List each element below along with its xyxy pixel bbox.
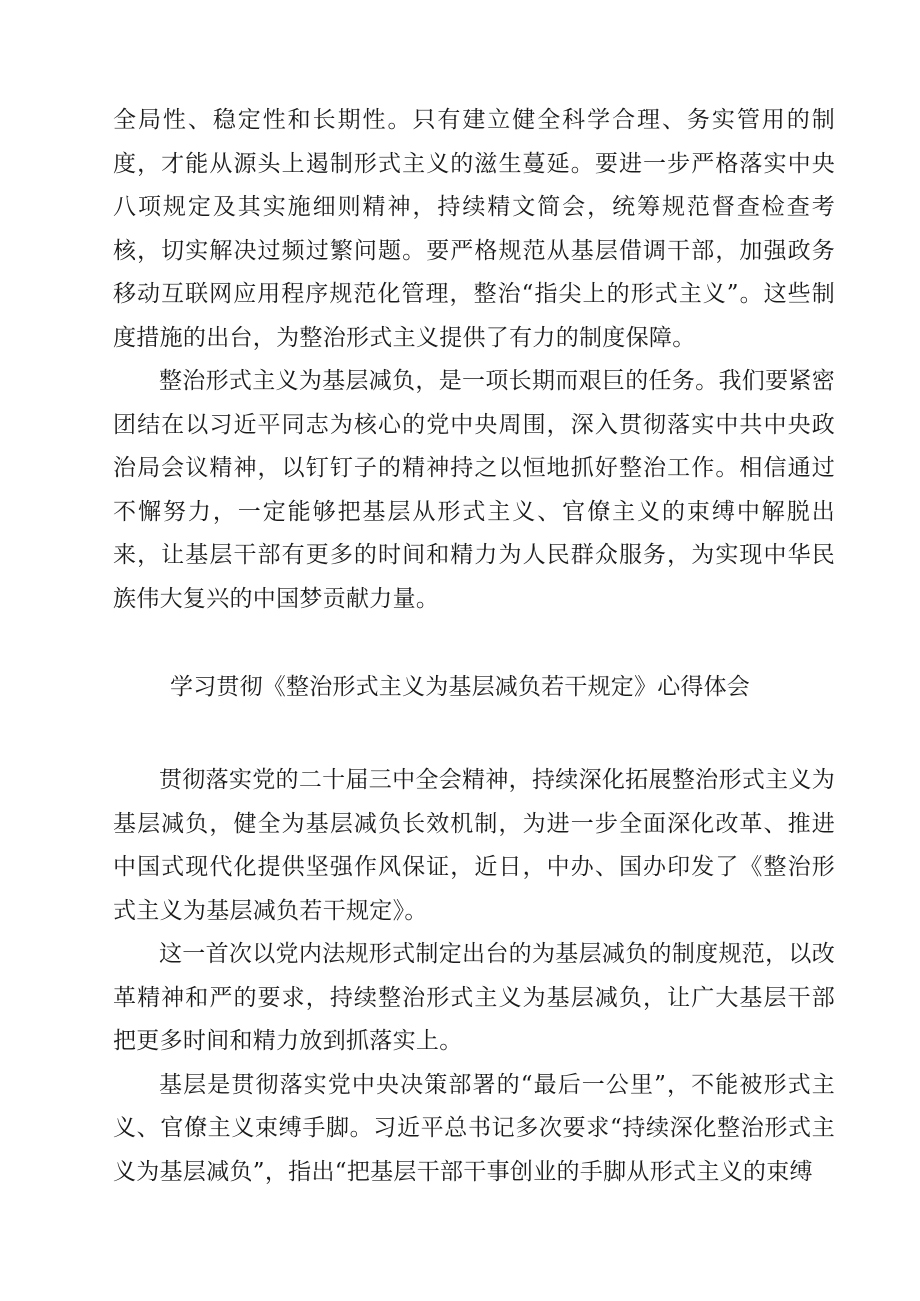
article-title: 学习贯彻《整治形式主义为基层减负若干规定》心得体会 [170,674,750,700]
paragraph-second: 这一首次以党内法规形式制定出台的为基层减负的制度规范，以改革精神和严的要求，持续整治形式主义为基层减负，让广大基层干部把更多时间和精力放到抓落实上。 [113,941,835,1054]
paragraph-continuation: 全局性、稳定性和长期性。只有建立健全科学合理、务实管用的制度，才能从源头上遏制形式主义的滋生蔓延。要进一步严格落实中央八项规定及其实施细则精神，持续精文简会，统筹规范督查检查考核，切实解决过频过繁问题。要严格规范从基层借调干部，加强政务移动互联网应用程序规范化管理，整治“指尖上的形式主义”。这些制度措施的出台，为整治形式主义提供了有力的制度保障。 [113,107,835,351]
paragraph-conclusion: 整治形式主义为基层减负，是一项长期而艰巨的任务。我们要紧密团结在以习近平同志为核心的党中央周围，深入贯彻落实中共中央政治局会议精神，以钉钉子的精神持之以恒地抓好整治工作。相信通过不懈努力，一定能够把基层从形式主义、官僚主义的束缚中解脱出来，让基层干部有更多的时间和精力为人民群众服务，为实现中华民族伟大复兴的中国梦贡献力量。 [113,368,835,612]
body-text-top [113,99,835,621]
body-text-bottom [113,759,835,1194]
paragraph-third: 基层是贯彻落实党中央决策部署的“最后一公里”，不能被形式主义、官僚主义束缚手脚。习近平总书记多次要求“持续深化整治形式主义为基层减负”，指出“把基层干部干事创业的手脚从形式主义的束缚 [113,1071,835,1185]
paragraph-intro: 贯彻落实党的二十届三中全会精神，持续深化拓展整治形式主义为基层减负，健全为基层减负长效机制，为进一步全面深化改革、推进中国式现代化提供坚强作风保证，近日，中办、国办印发了《整治形式主义为基层减负若干规定》。 [113,767,835,924]
